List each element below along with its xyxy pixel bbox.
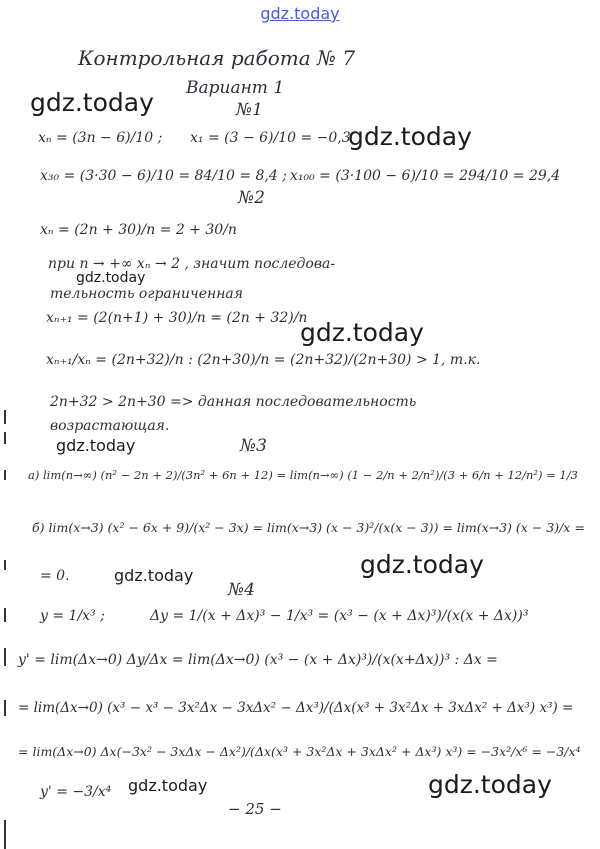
task3-number: №3 [240, 436, 267, 456]
watermark: gdz.today [56, 436, 136, 455]
margin-mark [4, 700, 6, 716]
watermark-top[interactable]: gdz.today [260, 4, 340, 23]
task1-x100: x₁₀₀ = (3·100 − 6)/10 = 294/10 = 29,4 [290, 168, 561, 184]
task3-part-a: а) lim(n→∞) (n² − 2n + 2)/(3n² + 6n + 12) = lim(n→∞) (1 − 2/n + 2/n²)/(3 + 6/n + 12/n²) = 1/3 [28, 468, 578, 482]
margin-mark [4, 410, 6, 424]
task2-conclusion: возрастающая. [50, 418, 170, 434]
watermark: gdz.today [114, 566, 194, 585]
task4-number: №4 [228, 580, 255, 600]
task1-x1: x₁ = (3 − 6)/10 = −0,3 [190, 130, 351, 146]
task2-inequality: 2n+32 > 2n+30 => данная последовательность [50, 394, 417, 410]
page-number: − 25 − [228, 800, 282, 818]
task2-xn1: xₙ₊₁ = (2(n+1) + 30)/n = (2n + 32)/n [46, 310, 308, 326]
watermark: gdz.today [128, 776, 208, 795]
margin-mark [4, 432, 6, 444]
task4-derivative-step1: y' = lim(Δx→0) Δy/Δx = lim(Δx→0) (x³ − (x + Δx)³)/(x(x+Δx))³ : Δx = [18, 652, 498, 668]
watermark: gdz.today [76, 270, 146, 286]
task2-xn-def: xₙ = (2n + 30)/n = 2 + 30/n [40, 222, 237, 238]
watermark: gdz.today [360, 550, 484, 579]
task3-part-b-result: = 0. [40, 568, 70, 584]
margin-mark [4, 820, 6, 849]
task2-line2: тельность ограниченная [50, 286, 244, 302]
task4-derivative-step3: = lim(Δx→0) Δx(−3x² − 3xΔx − Δx²)/(Δx(x³ + 3x²Δx + 3xΔx² + Δx³) x³) = −3x²/x⁶ = −3/x⁴ [18, 744, 581, 759]
task2-ratio: xₙ₊₁/xₙ = (2n+32)/n : (2n+30)/n = (2n+32)/(2n+30) > 1, т.к. [46, 352, 481, 368]
watermark: gdz.today [300, 318, 424, 347]
task4-delta-y: Δy = 1/(x + Δx)³ − 1/x³ = (x³ − (x + Δx)³)/(x(x + Δx))³ [150, 608, 529, 624]
task1-xn-def: xₙ = (3n − 6)/10 ; [38, 130, 163, 146]
variant-label: Вариант 1 [186, 78, 285, 98]
task1-x30: x₃₀ = (3·30 − 6)/10 = 84/10 = 8,4 ; [40, 168, 287, 184]
watermark: gdz.today [30, 88, 154, 117]
margin-mark [4, 470, 6, 480]
margin-mark [4, 648, 6, 666]
task1-number: №1 [236, 100, 263, 120]
watermark: gdz.today [428, 770, 552, 799]
margin-mark [4, 608, 6, 622]
task2-number: №2 [238, 188, 265, 208]
task4-derivative-step2: = lim(Δx→0) (x³ − x³ − 3x²Δx − 3xΔx² − Δx³)/(Δx(x³ + 3x²Δx + 3xΔx² + Δx³) x³) = [18, 700, 574, 716]
task3-part-b: б) lim(x→3) (x² − 6x + 9)/(x² − 3x) = lim(x→3) (x − 3)²/(x(x − 3)) = lim(x→3) (x − 3)/x = [32, 520, 585, 535]
watermark: gdz.today [348, 122, 472, 151]
page-title: Контрольная работа № 7 [78, 46, 356, 70]
task2-line1: при n → +∞ xₙ → 2 , значит последова- [48, 256, 336, 272]
margin-mark [4, 560, 6, 570]
task4-final: y' = −3/x⁴ [40, 784, 112, 800]
task4-y: y = 1/x³ ; [40, 608, 105, 624]
